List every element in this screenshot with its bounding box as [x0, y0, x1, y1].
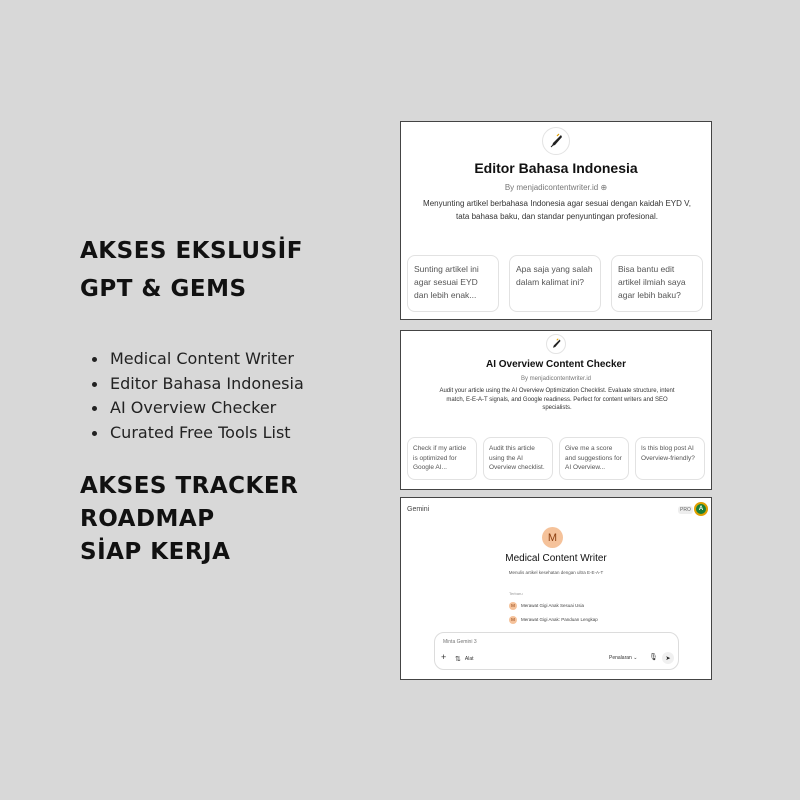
heading-line: ROADMAP: [80, 506, 215, 532]
gem-avatar: M: [542, 527, 563, 548]
globe-icon: ⊕: [600, 183, 608, 192]
recent-label: Terbaru: [509, 591, 523, 596]
quill-pen-icon: [546, 334, 566, 354]
suggestion-card[interactable]: Audit this article using the AI Overview checklist.: [483, 437, 553, 480]
recent-chat-item[interactable]: [509, 615, 598, 624]
chevron-down-icon: ⌄: [633, 655, 638, 661]
gem-avatar-small: M: [509, 616, 517, 624]
model-label: Penalaran: [609, 655, 632, 661]
model-selector[interactable]: [609, 655, 637, 661]
gpt-title: Editor Bahasa Indonesia: [474, 160, 638, 176]
feature-item: Editor Bahasa Indonesia: [92, 372, 304, 397]
gem-avatar-small: M: [509, 602, 517, 610]
gpt-byline: By menjadicontentwriter.id: [520, 376, 592, 382]
tune-icon: ⇅: [455, 656, 461, 663]
suggestion-card[interactable]: Is this blog post AI Overview-friendly?: [635, 437, 705, 480]
prompt-input[interactable]: [443, 639, 623, 645]
feature-item: Medical Content Writer: [92, 347, 304, 372]
tools-button[interactable]: [455, 655, 474, 663]
send-icon[interactable]: ➤: [662, 652, 674, 664]
heading-exclusive-access: AKSES EKSLUSİF: [80, 238, 303, 264]
ai-overview-checker-panel: [400, 330, 712, 490]
pro-badge: PRO: [680, 507, 691, 513]
heading-line: AKSES TRACKER: [80, 473, 299, 499]
suggestion-card[interactable]: Sunting artikel ini agar sesuai EYD dan lebih enak...: [407, 255, 499, 312]
heading-gpt-gems: GPT & GEMS: [80, 276, 247, 302]
feature-list: [92, 347, 304, 445]
gem-title: Medical Content Writer: [505, 553, 607, 564]
suggestion-card[interactable]: Apa saja yang salah dalam kalimat ini?: [509, 255, 601, 312]
recent-chat-title: Merawat Gigi Anak Sesuai Usia: [521, 603, 585, 608]
feature-item: AI Overview Checker: [92, 396, 304, 421]
gemini-brand: Gemini: [407, 506, 430, 513]
gpt-title: AI Overview Content Checker: [485, 359, 627, 370]
quill-pen-icon: [542, 127, 570, 155]
plus-icon[interactable]: +: [441, 652, 447, 662]
account-avatar[interactable]: A: [694, 502, 708, 516]
suggestion-card[interactable]: Bisa bantu edit artikel ilmiah saya agar lebih baku?: [611, 255, 703, 312]
mic-icon[interactable]: 🎙︎: [649, 654, 658, 661]
tools-label: Alat: [464, 656, 474, 662]
gem-subtitle: Menulis artikel kesehatan dengan ultra E-E-A-T: [508, 570, 604, 575]
heading-tracker-roadmap: [80, 470, 298, 569]
gemini-gem-panel: [400, 497, 712, 680]
byline-text: By menjadicontentwriter.id: [504, 183, 599, 192]
suggestion-card[interactable]: Give me a score and suggestions for AI Overview...: [559, 437, 629, 480]
editor-bahasa-gpt-panel: [400, 121, 712, 320]
gpt-description: Audit your article using the AI Overview Optimization Checklist. Evaluate structure, intent match, E-E-A-T signals, and Google readiness. Perfect for content writers and SEO specialists.: [439, 388, 675, 411]
prompt-box: [434, 632, 679, 670]
gpt-description: Menyunting artikel berbahasa Indonesia agar sesuai dengan kaidah EYD V, tata bahasa baku, dan standar penyuntingan profesional.: [423, 199, 691, 221]
recent-chat-item[interactable]: [509, 601, 584, 610]
heading-line: SİAP KERJA: [80, 539, 231, 565]
recent-chat-title: Merawat Gigi Anak: Panduan Lengkap: [521, 617, 598, 622]
feature-item: Curated Free Tools List: [92, 421, 304, 446]
gpt-byline: [401, 183, 711, 192]
suggestion-card[interactable]: Check if my article is optimized for Google AI...: [407, 437, 477, 480]
